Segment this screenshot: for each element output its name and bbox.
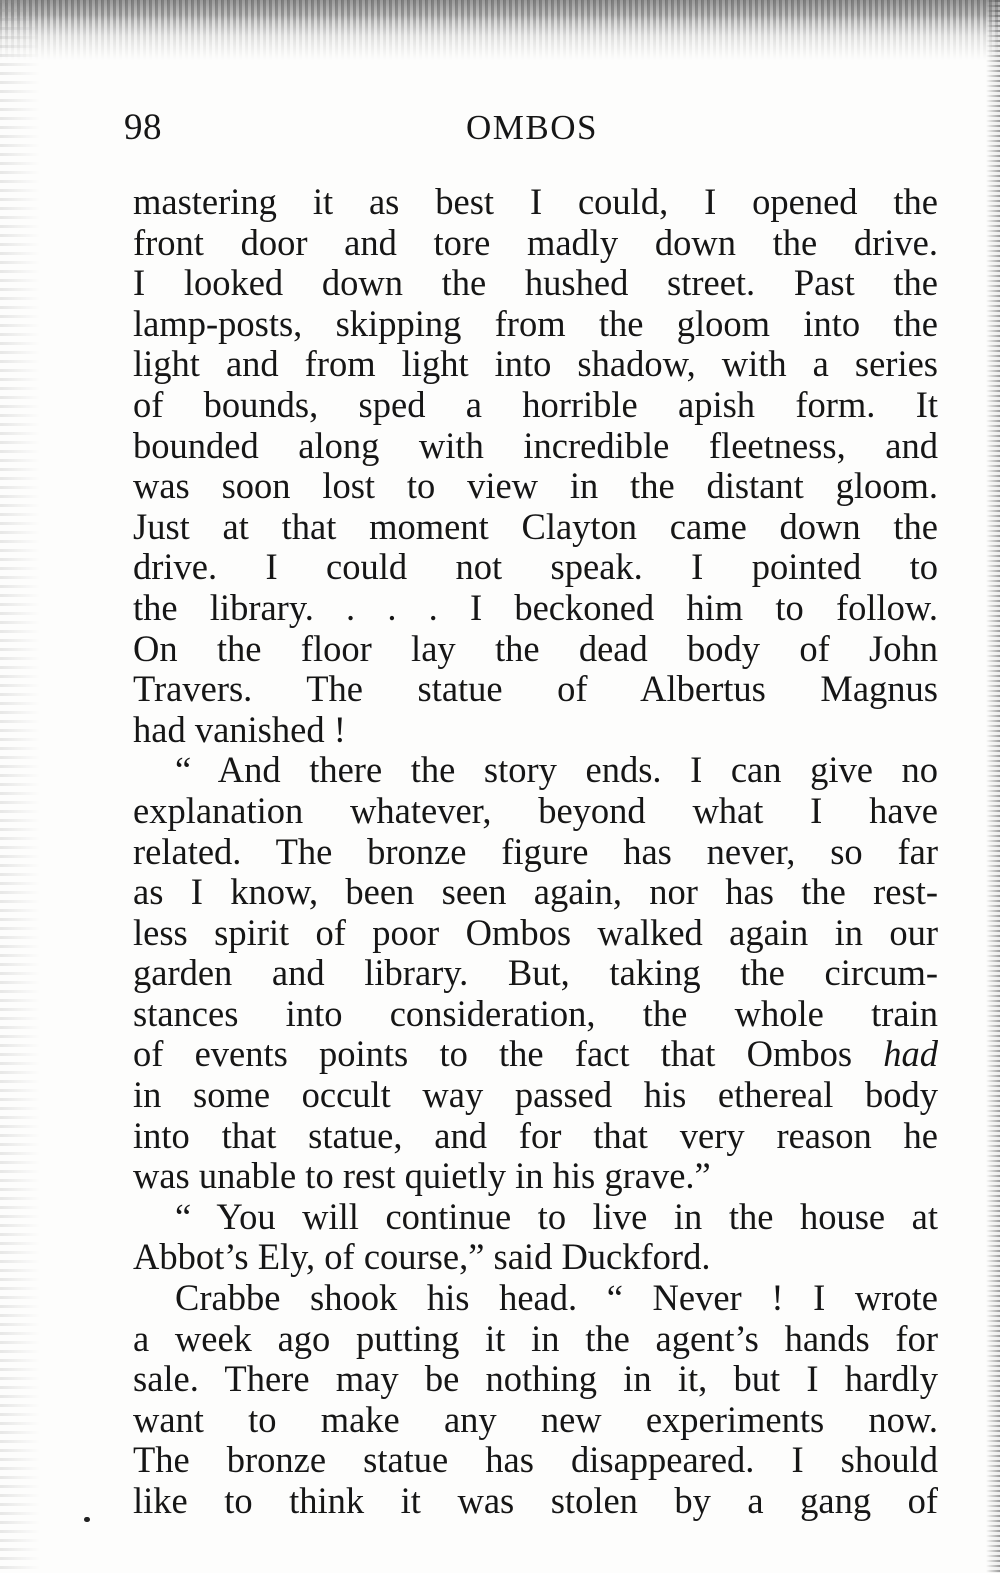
text-line: drive. I could not speak. I pointed to (133, 547, 938, 588)
scan-edge-right (986, 0, 1000, 1573)
text-line: mastering it as best I could, I opened the (133, 182, 938, 222)
scan-edge-left (0, 0, 40, 1573)
text-line: “ You will continue to live in the house at (175, 1196, 938, 1237)
text-line: a week ago putting it in the agent’s hands for (133, 1318, 938, 1359)
text-line: explanation whatever, beyond what I have (133, 790, 938, 831)
text-line: want to make any new experiments now. (133, 1399, 938, 1440)
ink-speck (84, 1517, 90, 1522)
text-line: Travers. The statue of Albertus Magnus (133, 669, 938, 710)
text-line: Just at that moment Clayton came down the (133, 506, 938, 547)
text-line: Crabbe shook his head. “ Never ! I wrote (175, 1278, 938, 1319)
text-line: the library. . . . I beckoned him to follow. (133, 587, 938, 628)
text-line: On the floor lay the dead body of John (133, 628, 938, 669)
page-number: 98 (124, 107, 162, 148)
text-line: as I know, been seen again, nor has the rest- (133, 872, 938, 913)
text-line: sale. There may be nothing in it, but I hardly (133, 1359, 938, 1400)
text-line: I looked down the hushed street. Past the (133, 263, 938, 304)
text-line-with-italic (133, 1034, 938, 1075)
text-line: “ And there the story ends. I can give no (175, 750, 938, 791)
text-line-part: of events points to the fact that Ombos (133, 1034, 853, 1075)
running-head: OMBOS (466, 108, 598, 147)
text-line: stances into consideration, the whole train (133, 993, 938, 1034)
text-line: related. The bronze figure has never, so far (133, 831, 938, 872)
scan-edge-top (0, 0, 1000, 60)
text-line: The bronze statue has disappeared. I should (133, 1440, 938, 1481)
text-line: lamp-posts, skipping from the gloom into the (133, 303, 938, 344)
text-line: in some occult way passed his ethereal body (133, 1075, 938, 1116)
text-line: into that statue, and for that very reason he (133, 1115, 938, 1156)
text-line: had vanished ! (133, 709, 346, 750)
text-line: light and from light into shadow, with a series (133, 344, 938, 385)
text-line: was soon lost to view in the distant gloom. (133, 466, 938, 507)
text-line: front door and tore madly down the drive. (133, 222, 938, 263)
text-line: bounded along with incredible fleetness, and (133, 425, 938, 466)
text-line: garden and library. But, taking the circum- (133, 953, 938, 994)
text-line: of bounds, sped a horrible apish form. It (133, 384, 938, 425)
text-line: less spirit of poor Ombos walked again in our (133, 912, 938, 953)
body-text (133, 182, 938, 1522)
text-line: Abbot’s Ely, of course,” said Duckford. (133, 1237, 711, 1278)
italic-emphasis: had (883, 1034, 938, 1075)
text-line: like to think it was stolen by a gang of (133, 1481, 938, 1521)
text-line: was unable to rest quietly in his grave.” (133, 1156, 711, 1197)
